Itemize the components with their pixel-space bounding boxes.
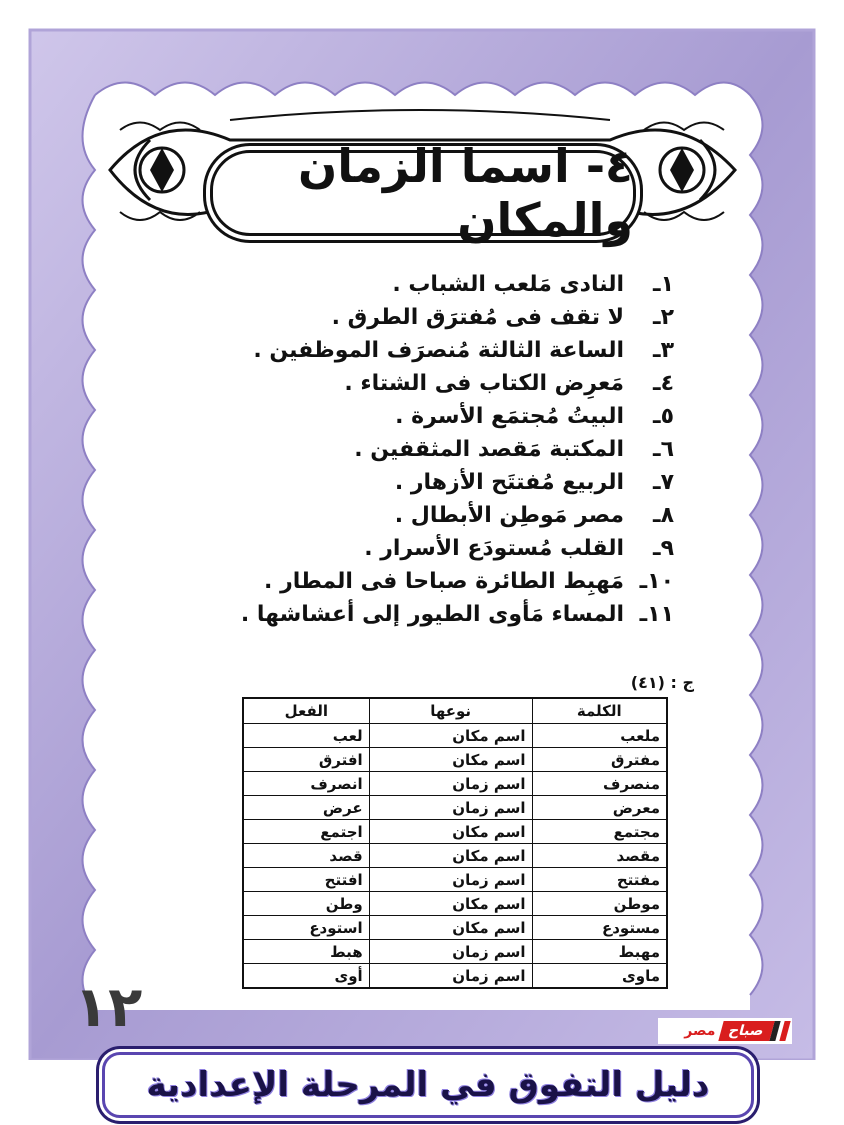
site-logo [658, 1018, 792, 1044]
cell-type: اسم زمان [369, 772, 532, 796]
cell-verb: عرض [243, 796, 369, 820]
table-row [243, 844, 667, 868]
cell-type: اسم مكان [369, 820, 532, 844]
sentence-item [114, 565, 674, 598]
cell-verb: وطن [243, 892, 369, 916]
cell-word: منصرف [532, 772, 667, 796]
logo-stripe-icon [779, 1021, 790, 1041]
cell-type: اسم مكان [369, 724, 532, 748]
sentence-item [114, 367, 674, 400]
sentence-item [114, 334, 674, 367]
cell-verb: انصرف [243, 772, 369, 796]
table-row [243, 748, 667, 772]
sentence-number: ٥ـ [653, 404, 674, 429]
sentence-text: النادى مَلعب الشباب . [392, 272, 624, 297]
table-row [243, 964, 667, 989]
sentence-item [114, 466, 674, 499]
sentence-number: ١٠ـ [639, 569, 674, 594]
table-row [243, 892, 667, 916]
cell-word: مفترق [532, 748, 667, 772]
sentence-text: مَعرِض الكتاب فى الشتاء . [344, 371, 624, 396]
sentence-text: الساعة الثالثة مُنصرَف الموظفين . [253, 338, 624, 363]
sentence-item [114, 268, 674, 301]
table-row [243, 820, 667, 844]
cell-word: موطن [532, 892, 667, 916]
sentence-text: مصر مَوطِن الأبطال . [394, 503, 624, 528]
sentence-number: ٨ـ [653, 503, 674, 528]
cell-type: اسم مكان [369, 892, 532, 916]
cell-word: ماوى [532, 964, 667, 989]
sentence-number: ٤ـ [653, 371, 674, 396]
table-row [243, 916, 667, 940]
cell-type: اسم مكان [369, 748, 532, 772]
column-header-type: نوعها [369, 698, 532, 724]
sentence-text: القلب مُستودَع الأسرار . [364, 536, 624, 561]
sentence-text: المكتبة مَقصد المثقفين . [354, 437, 624, 462]
cell-verb: استودع [243, 916, 369, 940]
sentences-list [114, 268, 674, 631]
sentence-item [114, 598, 674, 631]
table-row [243, 772, 667, 796]
column-header-word: الكلمة [532, 698, 667, 724]
sentence-number: ١ـ [653, 272, 674, 297]
cell-word: مستودع [532, 916, 667, 940]
page-number: ١٢ [74, 975, 143, 1040]
cell-verb: اجتمع [243, 820, 369, 844]
sentence-number: ١١ـ [639, 602, 674, 627]
table-row [243, 796, 667, 820]
sentence-item [114, 532, 674, 565]
table-header-row [243, 698, 667, 724]
footer-title: دليل التفوق في المرحلة الإعدادية [146, 1065, 710, 1105]
sentence-text: البيتُ مُجتمَع الأسرة . [395, 404, 624, 429]
cell-word: معرض [532, 796, 667, 820]
table-row [243, 868, 667, 892]
title-plate [210, 139, 636, 247]
sentence-text: الربيع مُفتتَح الأزهار . [394, 470, 624, 495]
footer-banner [102, 1052, 754, 1118]
cell-type: اسم مكان [369, 844, 532, 868]
cell-verb: قصد [243, 844, 369, 868]
sentence-number: ٦ـ [653, 437, 674, 462]
sentence-text: مَهبِط الطائرة صباحا فى المطار . [264, 569, 624, 594]
cell-verb: افترق [243, 748, 369, 772]
sentence-item [114, 400, 674, 433]
sentence-number: ٧ـ [653, 470, 674, 495]
cell-word: مجتمع [532, 820, 667, 844]
cell-type: اسم زمان [369, 964, 532, 989]
cell-type: اسم زمان [369, 796, 532, 820]
cell-type: اسم مكان [369, 916, 532, 940]
table-row [243, 724, 667, 748]
cell-word: ملعب [532, 724, 667, 748]
cell-type: اسم زمان [369, 868, 532, 892]
cell-word: مقصد [532, 844, 667, 868]
answer-label: ج : (٤١) [630, 673, 694, 692]
sentence-number: ٢ـ [653, 305, 674, 330]
sentence-text: المساء مَأوى الطيور إلى أعشاشها . [240, 602, 624, 627]
column-header-verb: الفعل [243, 698, 369, 724]
cell-verb: افتتح [243, 868, 369, 892]
cell-word: مفتتح [532, 868, 667, 892]
cell-verb: هبط [243, 940, 369, 964]
logo-text: مصر [684, 1023, 716, 1039]
sentence-text: لا تقف فى مُفترَق الطرق . [331, 305, 624, 330]
sentence-number: ٩ـ [653, 536, 674, 561]
page-title: ٤- اسما الزمان والمكان [298, 139, 633, 247]
sentence-number: ٣ـ [653, 338, 674, 363]
cell-verb: لعب [243, 724, 369, 748]
sentence-item [114, 499, 674, 532]
sentence-item [114, 433, 674, 466]
cell-type: اسم زمان [369, 940, 532, 964]
table-row [243, 940, 667, 964]
logo-red-label: صباح [719, 1021, 775, 1041]
cell-verb: أوى [243, 964, 369, 989]
sentence-item [114, 301, 674, 334]
answer-table [242, 697, 668, 989]
cell-word: مهبط [532, 940, 667, 964]
